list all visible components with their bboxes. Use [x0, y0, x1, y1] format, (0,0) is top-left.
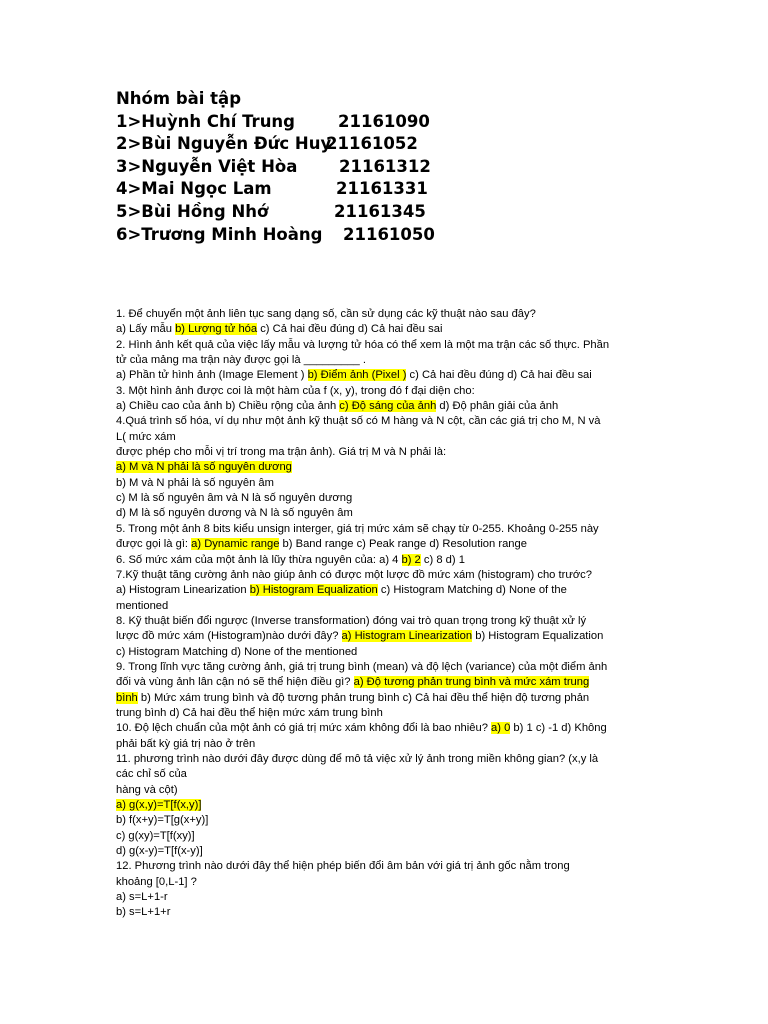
member-id: 21161050	[343, 224, 435, 244]
highlighted-answer: b) 2	[401, 553, 421, 566]
highlighted-answer: b) Lượng tử hóa	[175, 323, 258, 336]
member-row	[116, 224, 435, 247]
text-segment: c) 8 d) 1	[420, 553, 465, 566]
highlighted-answer: a) Histogram Linearization	[341, 630, 473, 643]
text-segment: 11. phương trình nào dưới đây được dùng để mô tả việc xử lý ảnh trong miền không gian? (x,y là	[116, 752, 599, 765]
text-line	[116, 813, 656, 828]
text-line	[116, 399, 656, 414]
highlighted-answer: a) Dynamic range	[191, 538, 280, 551]
text-segment: b) Mức xám trung bình và độ tương phản trung bình c) Cả hai đều thể hiện độ tương phản	[137, 691, 590, 704]
text-line	[116, 568, 656, 583]
text-segment: L( mức xám	[116, 430, 176, 443]
member-list	[116, 111, 435, 247]
highlighted-answer: a) g(x,y)=T[f(x,y)]	[116, 799, 202, 811]
text-segment: a) Chiều cao của ảnh b) Chiều rộng của ảnh	[116, 400, 340, 413]
text-line	[116, 491, 656, 506]
text-segment: được gọi là gì:	[116, 538, 192, 551]
member-id: 21161345	[334, 201, 426, 221]
text-line	[116, 476, 656, 491]
text-line	[116, 798, 656, 813]
text-line	[116, 338, 656, 353]
text-segment: 6. Số mức xám của một ảnh là lũy thừa nguyên của: a) 4	[116, 553, 402, 566]
member-row	[116, 156, 431, 179]
text-segment: 8. Kỹ thuật biến đổi ngược (Inverse transformation) đóng vai trò quan trọng trong kỹ thuật xử lý	[116, 614, 587, 627]
text-line	[116, 859, 656, 874]
text-segment: lược đồ mức xám (Histogram)nào dưới đây?	[116, 630, 342, 643]
text-line	[116, 506, 656, 521]
text-segment: 2. Hình ảnh kết quả của việc lấy mẫu và lượng tử hóa có thể xem là một ma trận các số thực. Phần	[116, 338, 610, 351]
text-segment: đối và vùng ảnh lân cận nó sẽ thể hiện điều gì?	[116, 676, 354, 689]
text-line	[116, 752, 656, 767]
text-segment: b) Band range c) Peak range d) Resolution range	[279, 538, 527, 551]
text-line	[116, 307, 656, 322]
member-name: 6>Trương Minh Hoàng	[116, 224, 323, 244]
member-row	[116, 133, 418, 156]
text-line	[116, 783, 656, 798]
text-segment: c) Histogram Matching d) None of the mentioned	[116, 645, 358, 658]
member-name: 5>Bùi Hồng Nhớ	[116, 201, 269, 221]
text-line	[116, 430, 656, 445]
text-segment: c) Cả hai đều đúng d) Cả hai đều sai	[406, 369, 592, 382]
text-segment: 4.Quá trình số hóa, ví dụ như một ảnh kỹ thuật số có M hàng và N cột, cần các giá trị cho M, N và	[116, 415, 601, 428]
text-line	[116, 583, 656, 598]
text-line	[116, 553, 656, 568]
text-segment: a) s=L+1-r	[116, 891, 168, 904]
text-segment: phải bất kỳ giá trị nào ở trên	[116, 737, 256, 750]
member-id: 21161331	[336, 179, 428, 199]
text-segment: b) f(x+y)=T[g(x+y)]	[116, 814, 209, 827]
text-line	[116, 368, 656, 383]
text-segment: a) Histogram Linearization	[116, 584, 250, 597]
highlighted-answer: c) Độ sáng của ảnh	[339, 400, 437, 413]
text-line	[116, 721, 656, 736]
member-row	[116, 201, 426, 224]
member-name: 2>Bùi Nguyễn Đức Huy	[116, 134, 332, 154]
group-heading	[116, 88, 435, 246]
highlighted-answer: a) 0	[491, 722, 511, 735]
text-line	[116, 522, 656, 537]
text-segment: 9. Trong lĩnh vực tăng cường ảnh, giá trị trung bình (mean) và độ lệch (variance) của một điểm ảnh	[116, 660, 608, 673]
text-segment: mentioned	[116, 599, 169, 612]
text-line	[116, 599, 656, 614]
heading-title: Nhóm bài tập	[116, 89, 242, 108]
text-segment: d) M là số nguyên dương và N là số nguyên âm	[116, 507, 353, 520]
text-segment: hàng và cột)	[116, 783, 178, 796]
text-segment: c) g(xy)=T[f(xy)]	[116, 829, 195, 842]
member-name: 4>Mai Ngọc Lam	[116, 179, 272, 199]
text-segment: b) Histogram Equalization	[472, 630, 604, 643]
text-line	[116, 645, 656, 660]
text-line	[116, 537, 656, 552]
text-segment: b) M và N phải là số nguyên âm	[116, 476, 274, 489]
text-segment: a) Lấy mẫu	[116, 323, 176, 336]
text-line	[116, 737, 656, 752]
text-segment: c) Histogram Matching d) None of the	[377, 584, 567, 597]
member-id: 21161312	[339, 156, 431, 176]
text-line	[116, 675, 656, 690]
text-segment: 7.Kỹ thuật tăng cường ảnh nào giúp ảnh có được một lược đồ mức xám (histogram) cho trước?	[116, 568, 592, 581]
text-segment: 12. Phương trình nào dưới đây thể hiện phép biến đổi âm bản với giá trị ảnh gốc nằm trong	[116, 860, 570, 873]
text-line	[116, 384, 656, 399]
text-segment: 5. Trong một ảnh 8 bits kiểu unsign interger, giá trị mức xám sẽ chạy từ 0-255. Khoảng 0-255 này	[116, 522, 599, 535]
text-segment: tử của mảng ma trận này được gọi là _________ .	[116, 354, 366, 367]
member-id: 21161052	[326, 134, 418, 154]
text-line	[116, 445, 656, 460]
text-segment: 10. Độ lệch chuẩn của một ảnh có giá trị mức xám không đổi là bao nhiêu?	[116, 722, 492, 735]
highlighted-answer: a) Độ tương phản trung bình và mức xám trung	[353, 676, 590, 689]
text-line	[116, 905, 656, 920]
member-id: 21161090	[338, 111, 430, 131]
text-segment: trung bình d) Cả hai đều thể hiện mức xám trung bình	[116, 706, 383, 719]
text-line	[116, 660, 656, 675]
text-line	[116, 460, 656, 475]
text-line	[116, 706, 656, 721]
member-row	[116, 111, 430, 134]
text-line	[116, 844, 656, 859]
text-line	[116, 691, 656, 706]
text-segment: được phép cho mỗi vị trí trong ma trận ảnh). Giá trị M và N phải là:	[116, 446, 447, 459]
member-name: 1>Huỳnh Chí Trung	[116, 111, 295, 131]
text-segment: b) 1 c) -1 d) Không	[510, 722, 607, 735]
highlighted-answer: bình	[116, 691, 138, 704]
text-segment: a) Phần tử hình ảnh (Image Element )	[116, 369, 308, 382]
text-line	[116, 629, 656, 644]
text-segment: khoảng [0,L-1] ?	[116, 875, 197, 888]
text-segment: 3. Một hình ảnh được coi là một hàm của f (x, y), trong đó f đại diện cho:	[116, 384, 475, 397]
text-segment: 1. Để chuyển một ảnh liên tục sang dạng số, cần sử dụng các kỹ thuật nào sau đây?	[116, 308, 536, 320]
text-segment: b) s=L+1+r	[116, 906, 171, 919]
text-line	[116, 890, 656, 905]
text-line	[116, 829, 656, 844]
text-segment: c) Cả hai đều đúng d) Cả hai đều sai	[257, 323, 443, 336]
text-segment: c) M là số nguyên âm và N là số nguyên dương	[116, 492, 353, 505]
highlighted-answer: a) M và N phải là số nguyên dương	[116, 461, 292, 474]
text-line	[116, 322, 656, 337]
highlighted-answer: b) Histogram Equalization	[249, 584, 378, 597]
text-line	[116, 767, 656, 782]
text-segment: d) Độ phân giải của ảnh	[436, 400, 559, 413]
member-row	[116, 178, 428, 201]
text-segment: các chỉ số của	[116, 768, 187, 781]
highlighted-answer: b) Điểm ảnh (Pixel )	[307, 369, 407, 382]
text-segment: d) g(x-y)=T[f(x-y)]	[116, 845, 203, 858]
member-name: 3>Nguyễn Việt Hòa	[116, 156, 298, 176]
question-list	[116, 307, 656, 921]
text-line	[116, 614, 656, 629]
text-line	[116, 414, 656, 429]
text-line	[116, 353, 656, 368]
text-line	[116, 875, 656, 890]
